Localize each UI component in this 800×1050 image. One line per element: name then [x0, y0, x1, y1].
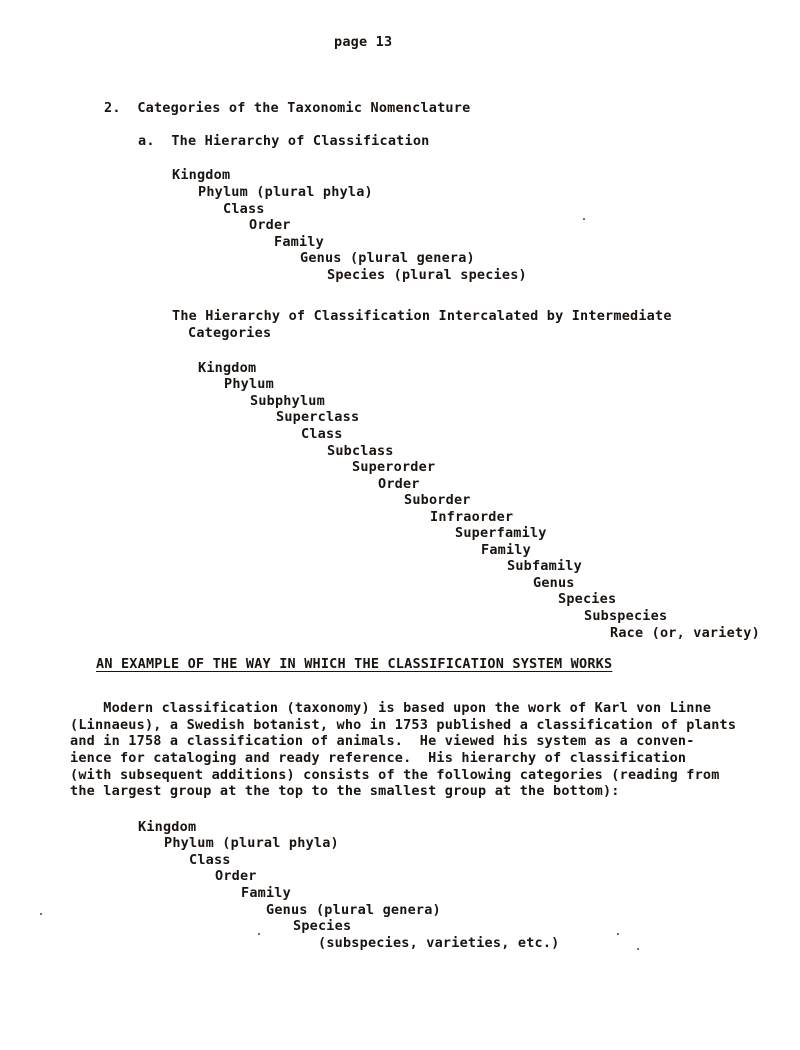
subsection-letter: a.: [138, 133, 155, 149]
paragraph-line: ience for cataloging and ready reference. His hierarchy of classification: [70, 750, 687, 766]
hierarchy-intercalated-item: Species: [558, 591, 617, 607]
hierarchy-intercalated-item: Kingdom: [198, 360, 257, 376]
hierarchy-intercalated-item: Superclass: [276, 409, 360, 425]
hierarchy-example-item: Class: [189, 852, 231, 868]
hierarchy-intercalated-item: Class: [301, 426, 343, 442]
hierarchy-basic-item: Family: [274, 234, 324, 250]
subsection-title: The Hierarchy of Classification: [171, 133, 430, 149]
hierarchy-basic-item: Kingdom: [172, 167, 231, 183]
paragraph-line: and in 1758 a classification of animals. He viewed his system as a conven-: [70, 733, 695, 749]
scan-speck: [637, 948, 639, 950]
hierarchy-example-item: Order: [215, 868, 257, 884]
section-number: 2.: [104, 100, 121, 116]
paragraph-line: (Linnaeus), a Swedish botanist, who in 1753 published a classification of plants: [70, 717, 737, 733]
hierarchy-basic-item: Phylum (plural phyla): [198, 184, 373, 200]
hierarchy-example-item: Phylum (plural phyla): [164, 835, 339, 851]
hierarchy-intercalated-item: Order: [378, 476, 420, 492]
hierarchy-example-item: Genus (plural genera): [266, 902, 441, 918]
section-title: Categories of the Taxonomic Nomenclature: [137, 100, 471, 116]
hierarchy-intercalated-item: Subclass: [327, 443, 394, 459]
hierarchy-intercalated-item: Family: [481, 542, 531, 558]
hierarchy-basic-item: Order: [249, 217, 291, 233]
hierarchy-intercalated-item: Race (or, variety): [610, 625, 760, 641]
hierarchy-intercalated-item: Superorder: [352, 459, 436, 475]
hierarchy-example-item: Family: [241, 885, 291, 901]
intercalated-title-continued: Categories: [188, 325, 272, 341]
scan-speck: [583, 218, 585, 220]
hierarchy-intercalated-item: Genus: [533, 575, 575, 591]
paragraph-line: (with subsequent additions) consists of the following categories (reading from: [70, 767, 720, 783]
hierarchy-intercalated-item: Suborder: [404, 492, 471, 508]
example-heading: AN EXAMPLE OF THE WAY IN WHICH THE CLASSIFICATION SYSTEM WORKS: [96, 656, 613, 672]
hierarchy-intercalated-item: Subfamily: [507, 558, 582, 574]
hierarchy-intercalated-item: Superfamily: [455, 525, 547, 541]
intercalated-title: The Hierarchy of Classification Intercalated by Intermediate: [172, 308, 672, 324]
scan-speck: [40, 913, 42, 915]
hierarchy-basic-item: Genus (plural genera): [300, 250, 475, 266]
hierarchy-intercalated-item: Phylum: [224, 376, 274, 392]
hierarchy-example-item: Species: [293, 918, 352, 934]
hierarchy-intercalated-item: Subspecies: [584, 608, 668, 624]
section-heading: [104, 100, 470, 116]
hierarchy-intercalated-item: Infraorder: [430, 509, 514, 525]
scan-speck: [258, 933, 260, 935]
hierarchy-basic-item: Species (plural species): [327, 267, 527, 283]
hierarchy-basic-item: Class: [223, 201, 265, 217]
hierarchy-example-item: Kingdom: [138, 819, 197, 835]
paragraph-line: Modern classification (taxonomy) is based upon the work of Karl von Linne: [70, 700, 712, 716]
hierarchy-example-item: (subspecies, varieties, etc.): [318, 935, 560, 951]
hierarchy-intercalated-item: Subphylum: [250, 393, 325, 409]
scan-speck: [617, 933, 619, 935]
subsection-heading: [138, 133, 429, 149]
page-number: page 13: [334, 34, 393, 50]
paragraph-line: the largest group at the top to the smallest group at the bottom):: [70, 783, 620, 799]
